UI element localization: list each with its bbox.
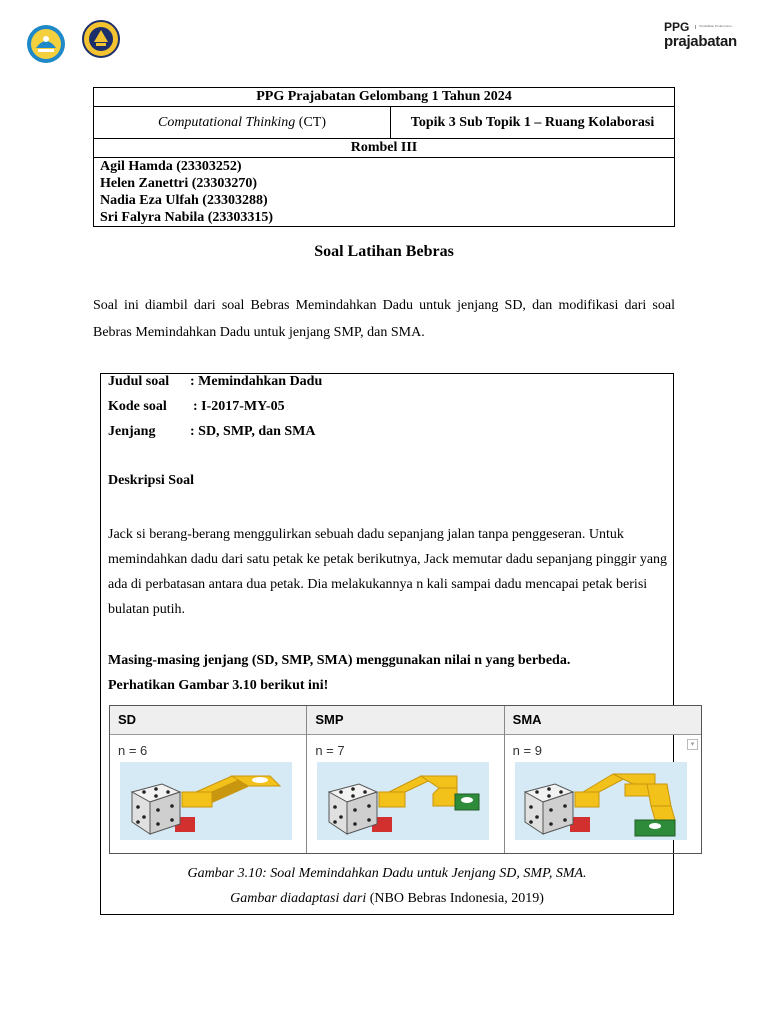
figure-col-sma bbox=[505, 706, 701, 853]
course-name bbox=[94, 107, 391, 139]
topic-name: Topik 3 Sub Topik 1 – Ruang Kolaborasi bbox=[391, 107, 675, 139]
instruction-text bbox=[108, 648, 668, 698]
member-item: Sri Falyra Nabila (23303315) bbox=[100, 210, 274, 225]
jenjang-value: : SD, SMP, dan SMA bbox=[190, 424, 316, 439]
rombel-label: Rombel III bbox=[94, 139, 675, 158]
figure-table bbox=[109, 705, 702, 854]
ppg-prajabatan-logo bbox=[664, 20, 754, 50]
description-text: Jack si berang-berang menggulirkan sebuah dadu sepanjang jalan tanpa penggeseran. Untuk memindahkan dadu dari satu petak ke petak berikutnya, Jack memutar dadu sepanjang pinggir yang ada di perbatasan antara dua petak. Dia melakukannya n kali sampai dadu mencapai petak berisi bulatan putih. bbox=[108, 527, 668, 617]
question-box bbox=[100, 373, 695, 915]
jenjang-key: Jenjang bbox=[108, 424, 156, 439]
member-item: Nadia Eza Ulfah (23303288) bbox=[100, 193, 268, 208]
figure-caption-line-1 bbox=[101, 863, 673, 885]
member-item: Helen Zanettri (23303270) bbox=[100, 176, 258, 191]
figure-n-value: n = 6 bbox=[118, 743, 148, 758]
intro-paragraph: Soal ini diambil dari soal Bebras Memindahkan Dadu untuk jenjang SD, dan modifikasi dari soal Bebras Memindahkan Dadu untuk jenjang SMP, dan SMA. bbox=[93, 298, 675, 340]
dice-path-illustration bbox=[120, 762, 292, 840]
scroll-down-icon[interactable]: ▾ bbox=[687, 739, 698, 750]
ppg-brand-small: Pendidikan Profesi Guru bbox=[695, 25, 732, 29]
figure-level-label: SMP bbox=[307, 706, 503, 735]
member-list bbox=[94, 158, 675, 227]
info-table bbox=[93, 87, 675, 227]
figure-n-value: n = 9 bbox=[512, 743, 542, 758]
figure-n-value: n = 7 bbox=[315, 743, 345, 758]
kode-key: Kode soal bbox=[108, 399, 167, 414]
description-heading: Deskripsi Soal bbox=[108, 473, 194, 488]
document-title: Soal Latihan Bebras bbox=[314, 243, 454, 260]
course-italic: Computational Thinking bbox=[157, 114, 296, 130]
figure-caption-line-2 bbox=[101, 888, 673, 910]
judul-row bbox=[108, 374, 322, 390]
figure-col-sd bbox=[110, 706, 307, 853]
figure-level-label: SMA bbox=[505, 706, 701, 735]
member-item: Agil Hamda (23303252) bbox=[100, 159, 242, 174]
judul-key: Judul soal bbox=[108, 374, 170, 389]
dice-path-illustration bbox=[317, 762, 489, 840]
ppg-brand-sub: prajabatan bbox=[664, 33, 737, 50]
dice-path-illustration bbox=[515, 762, 687, 840]
unp-logo bbox=[82, 18, 120, 60]
instruction-line-2: Perhatikan Gambar 3.10 berikut ini! bbox=[108, 678, 329, 693]
caption-source-label: Gambar diadaptasi dari bbox=[230, 891, 367, 906]
kode-row bbox=[108, 399, 285, 415]
jenjang-row bbox=[108, 424, 316, 440]
figure-col-smp bbox=[307, 706, 504, 853]
kode-value: : I-2017-MY-05 bbox=[193, 399, 285, 414]
instruction-line-1: Masing-masing jenjang (SD, SMP, SMA) menggunakan nilai n yang berbeda. bbox=[108, 653, 571, 668]
course-suffix: (CT) bbox=[295, 114, 326, 130]
ppg-brand-word: PPG bbox=[664, 20, 690, 34]
judul-value: : Memindahkan Dadu bbox=[190, 374, 323, 389]
figure-level-label: SD bbox=[110, 706, 306, 735]
caption-text: Gambar 3.10: Soal Memindahkan Dadu untuk Jenjang SD, SMP, SMA. bbox=[187, 866, 587, 881]
program-title: PPG Prajabatan Gelombang 1 Tahun 2024 bbox=[94, 88, 675, 107]
caption-source: (NBO Bebras Indonesia, 2019) bbox=[366, 891, 544, 906]
kemdikbud-logo bbox=[26, 24, 66, 64]
